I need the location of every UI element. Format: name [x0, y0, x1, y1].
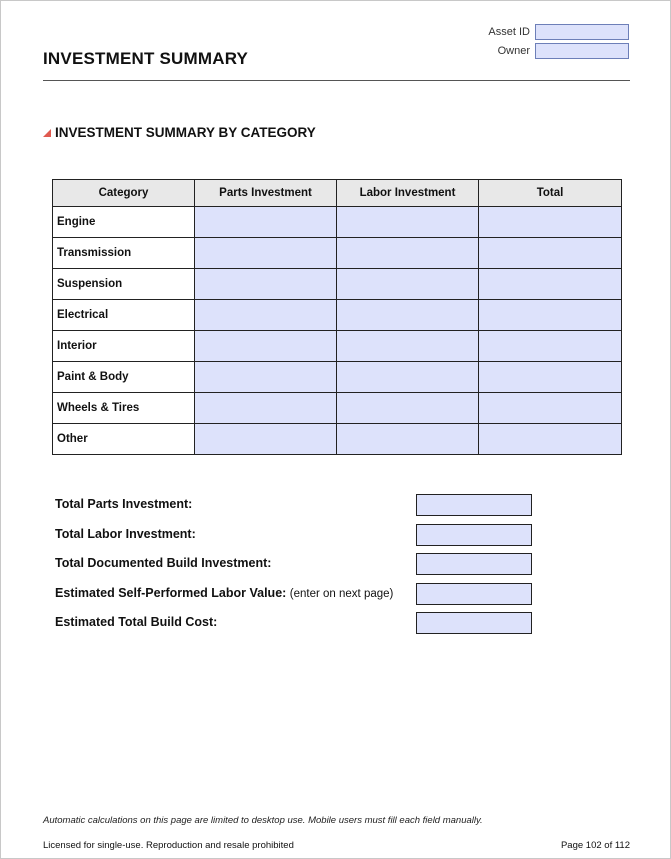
category-cell: Transmission	[53, 238, 195, 269]
table-row	[53, 238, 622, 269]
page-number: Page 102 of 112	[560, 840, 630, 851]
table-header-row	[53, 180, 622, 207]
total-field[interactable]	[479, 393, 622, 424]
total-documented-label: Total Documented Build Investment:	[55, 556, 272, 570]
table-row	[53, 300, 622, 331]
self-labor-label	[55, 586, 393, 600]
labor-field[interactable]	[337, 393, 479, 424]
build-cost-label: Estimated Total Build Cost:	[55, 615, 218, 629]
category-cell: Electrical	[53, 300, 195, 331]
column-header-total: Total	[479, 180, 622, 207]
total-field[interactable]	[479, 424, 622, 455]
category-cell: Suspension	[53, 269, 195, 300]
section-heading-text: INVESTMENT SUMMARY BY CATEGORY	[55, 125, 316, 140]
section-heading	[43, 125, 316, 140]
labor-field[interactable]	[337, 269, 479, 300]
self-labor-label-text: Estimated Self-Performed Labor Value:	[55, 586, 287, 600]
total-field[interactable]	[479, 362, 622, 393]
column-header-parts: Parts Investment	[195, 180, 337, 207]
parts-field[interactable]	[195, 238, 337, 269]
self-labor-field[interactable]	[416, 583, 532, 605]
category-cell: Other	[53, 424, 195, 455]
table-row	[53, 331, 622, 362]
header-divider	[43, 80, 630, 81]
investment-table	[52, 179, 622, 455]
footer-note: Automatic calculations on this page are limited to desktop use. Mobile users must fill each field manually.	[43, 815, 483, 826]
total-documented-field[interactable]	[416, 553, 532, 575]
total-parts-field[interactable]	[416, 494, 532, 516]
table-row	[53, 362, 622, 393]
parts-field[interactable]	[195, 331, 337, 362]
labor-field[interactable]	[337, 331, 479, 362]
category-cell: Paint & Body	[53, 362, 195, 393]
parts-field[interactable]	[195, 269, 337, 300]
labor-field[interactable]	[337, 300, 479, 331]
total-field[interactable]	[479, 207, 622, 238]
total-field[interactable]	[479, 269, 622, 300]
total-field[interactable]	[479, 331, 622, 362]
parts-field[interactable]	[195, 362, 337, 393]
build-cost-field[interactable]	[416, 612, 532, 634]
table-row	[53, 269, 622, 300]
table-row	[53, 424, 622, 455]
footer-license: Licensed for single-use. Reproduction and resale prohibited	[43, 840, 294, 851]
owner-label: Owner	[497, 45, 530, 57]
total-field[interactable]	[479, 238, 622, 269]
page-title: INVESTMENT SUMMARY	[43, 49, 249, 68]
column-header-labor: Labor Investment	[337, 180, 479, 207]
parts-field[interactable]	[195, 424, 337, 455]
total-labor-field[interactable]	[416, 524, 532, 546]
parts-field[interactable]	[195, 207, 337, 238]
table-row	[53, 207, 622, 238]
asset-id-label: Asset ID	[488, 26, 530, 38]
total-labor-label: Total Labor Investment:	[55, 527, 196, 541]
triangle-marker-icon	[43, 129, 51, 137]
labor-field[interactable]	[337, 362, 479, 393]
labor-field[interactable]	[337, 207, 479, 238]
parts-field[interactable]	[195, 393, 337, 424]
parts-field[interactable]	[195, 300, 337, 331]
owner-field[interactable]	[535, 43, 629, 59]
asset-id-field[interactable]	[535, 24, 629, 40]
table-row	[53, 393, 622, 424]
category-cell: Wheels & Tires	[53, 393, 195, 424]
total-parts-label: Total Parts Investment:	[55, 497, 193, 511]
labor-field[interactable]	[337, 238, 479, 269]
self-labor-note: (enter on next page)	[289, 588, 394, 600]
category-cell: Interior	[53, 331, 195, 362]
category-cell: Engine	[53, 207, 195, 238]
column-header-category: Category	[53, 180, 195, 207]
total-field[interactable]	[479, 300, 622, 331]
labor-field[interactable]	[337, 424, 479, 455]
